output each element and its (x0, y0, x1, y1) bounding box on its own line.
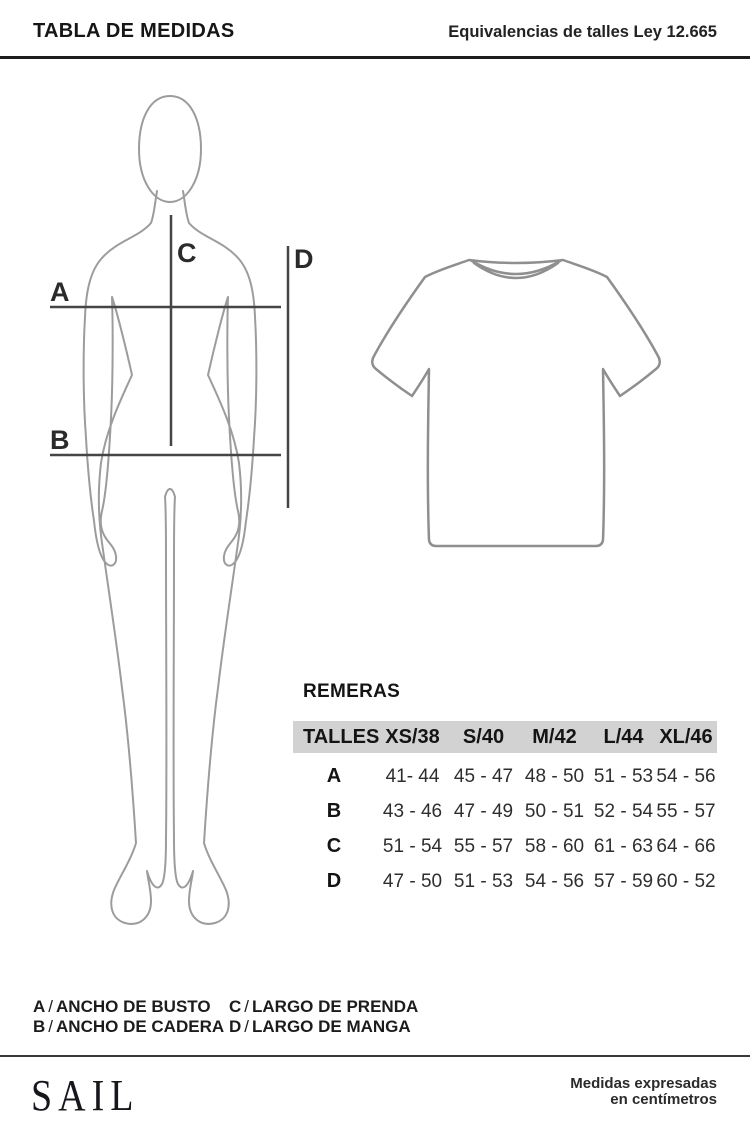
table-body (293, 759, 717, 899)
cell-value: 47 - 50 (382, 870, 443, 892)
cell-value: 64 - 66 (656, 835, 716, 857)
cell-value: 54 - 56 (524, 870, 585, 892)
tshirt-body (372, 260, 659, 546)
legend-separator: / (48, 1017, 54, 1036)
measure-label-c: C (177, 238, 197, 268)
units-note-line2: en centímetros (610, 1091, 717, 1108)
column-header-xs: XS/38 (385, 725, 440, 748)
section-title: REMERAS (303, 681, 401, 702)
cell-value: 45 - 47 (453, 765, 514, 787)
table-row (293, 829, 717, 864)
measure-labels (50, 238, 314, 455)
legend-item-b (33, 1017, 229, 1036)
column-header-l: L/44 (603, 725, 644, 748)
cell-value: 51 - 54 (382, 835, 443, 857)
cell-value: 43 - 46 (382, 800, 443, 822)
measurement-legend (33, 997, 418, 1036)
row-label: D (326, 870, 342, 892)
legend-separator: / (48, 997, 54, 1016)
table-header-row (293, 721, 717, 753)
cell-value: 51 - 53 (453, 870, 514, 892)
cell-value: 54 - 56 (656, 765, 716, 787)
column-header-s: S/40 (462, 725, 505, 748)
row-label: A (326, 765, 342, 787)
measure-label-b: B (50, 425, 70, 455)
tshirt-outline (372, 260, 659, 546)
cell-value: 55 - 57 (656, 800, 716, 822)
cell-value: 60 - 52 (656, 870, 716, 892)
legend-item-c (229, 997, 418, 1016)
column-header-m: M/42 (532, 725, 577, 748)
units-note (570, 1076, 717, 1108)
legend-key: B (33, 1017, 46, 1036)
legend-item-d (229, 1017, 418, 1036)
cell-value: 58 - 60 (524, 835, 585, 857)
cell-value: 57 - 59 (593, 870, 654, 892)
column-header-xl: XL/46 (659, 725, 713, 748)
footer-divider (0, 1055, 750, 1057)
legend-label: ANCHO DE CADERA (56, 1017, 225, 1036)
legend-separator: / (244, 997, 250, 1016)
legend-key: D (229, 1017, 242, 1036)
row-label: B (326, 800, 342, 822)
legend-label: LARGO DE MANGA (252, 1017, 411, 1036)
column-header-talles: TALLES (303, 725, 380, 748)
legend-separator: / (244, 1017, 250, 1036)
legend-item-a (33, 997, 229, 1016)
legend-key: A (33, 997, 46, 1016)
cell-value: 41- 44 (385, 765, 440, 787)
table-row (293, 759, 717, 794)
page-title: TABLA DE MEDIDAS (33, 20, 235, 42)
mannequin-body-left (84, 191, 170, 924)
cell-value: 55 - 57 (453, 835, 514, 857)
measure-label-a: A (50, 277, 70, 307)
cell-value: 48 - 50 (524, 765, 585, 787)
cell-value: 61 - 63 (593, 835, 654, 857)
cell-value: 51 - 53 (593, 765, 654, 787)
size-table-block (293, 681, 717, 899)
cell-value: 50 - 51 (524, 800, 585, 822)
row-label: C (326, 835, 342, 857)
legend-key: C (229, 997, 242, 1016)
legend-label: ANCHO DE BUSTO (56, 997, 211, 1016)
units-note-line1: Medidas expresadas (570, 1075, 717, 1092)
measure-label-d: D (294, 244, 314, 274)
legend-label: LARGO DE PRENDA (252, 997, 419, 1016)
table-row (293, 864, 717, 899)
table-row (293, 794, 717, 829)
header-subtitle: Equivalencias de talles Ley 12.665 (448, 23, 717, 41)
cell-value: 52 - 54 (593, 800, 654, 822)
brand-logo: SAIL (31, 1071, 140, 1121)
mannequin-body-right (170, 191, 256, 924)
cell-value: 47 - 49 (453, 800, 514, 822)
mannequin-head (139, 96, 201, 202)
